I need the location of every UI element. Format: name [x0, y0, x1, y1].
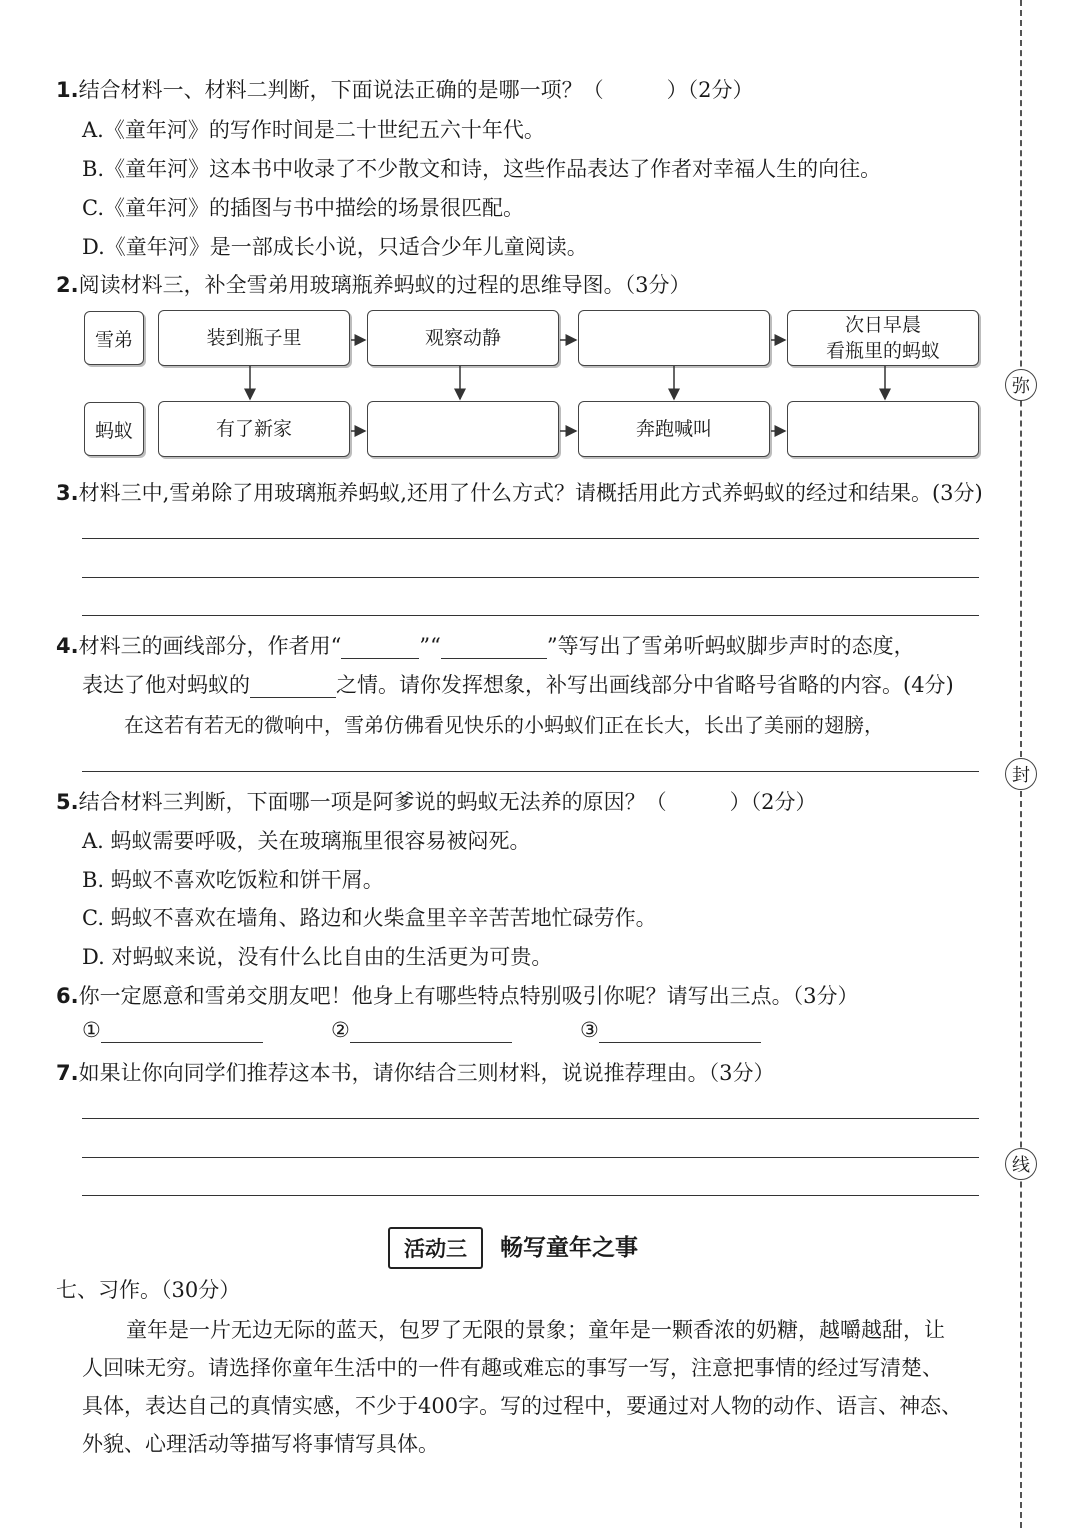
- q6-marker-1: ①: [82, 1018, 101, 1042]
- map-bottom-1: 有了新家: [158, 401, 350, 457]
- question-5: [56, 786, 816, 816]
- q4-text-part4: 表达了他对蚂蚁的: [82, 673, 250, 697]
- q3-answer-line-3[interactable]: [82, 615, 979, 616]
- question-7-text: 如果让你向同学们推荐这本书，请你结合三则材料，说说推荐理由。（3分）: [78, 1061, 775, 1085]
- q6-blank-2[interactable]: [350, 1018, 512, 1043]
- question-5-number: 5.: [56, 790, 79, 814]
- q5-option-b[interactable]: B. 蚂蚁不喜欢吃饭粒和饼干屑。: [82, 868, 384, 892]
- q5-option-c[interactable]: C. 蚂蚁不喜欢在墙角、路边和火柴盒里辛辛苦苦地忙碌劳作。: [82, 906, 657, 930]
- question-3-text: 材料三中,雪弟除了用玻璃瓶养蚂蚁,还用了什么方式？请概括用此方式养蚂蚁的经过和结果。(3分): [78, 481, 983, 505]
- question-6-number: 6.: [56, 984, 79, 1008]
- map-bottom-3: 奔跑喊叫: [578, 401, 770, 457]
- question-7-number: 7.: [56, 1061, 79, 1085]
- activity-title: 畅写童年之事: [500, 1235, 638, 1261]
- question-4: [56, 630, 915, 660]
- seal-xian: 线: [1005, 1148, 1037, 1180]
- q6-marker-2: ②: [331, 1018, 350, 1042]
- essay-heading: 七、习作。（30分）: [56, 1278, 241, 1302]
- q6-answer-1: [82, 1018, 263, 1043]
- q3-answer-line-1[interactable]: [82, 538, 979, 539]
- essay-line-1: 童年是一片无边无际的蓝天，包罗了无限的景象；童年是一颗香浓的奶糖，越嚼越甜，让: [126, 1318, 945, 1342]
- question-4-number: 4.: [56, 634, 79, 658]
- map-top-1: 装到瓶子里: [158, 310, 350, 366]
- q5-option-d[interactable]: D. 对蚂蚁来说，没有什么比自由的生活更为可贵。: [82, 945, 553, 969]
- essay-line-4: 外貌、心理活动等描写将事情写具体。: [82, 1432, 439, 1456]
- activity-label: 活动三: [388, 1227, 483, 1269]
- map-top-2: 观察动静: [367, 310, 559, 366]
- q4-blank-1[interactable]: [341, 634, 419, 659]
- q4-text-part5: 之情。请你发挥想象，补写出画线部分中省略号省略的内容。(4分): [336, 673, 954, 697]
- q1-option-a[interactable]: A.《童年河》的写作时间是二十世纪五六十年代。: [82, 118, 545, 142]
- q4-text-part2: ”“: [419, 634, 441, 658]
- q1-option-d[interactable]: D.《童年河》是一部成长小说，只适合少年儿童阅读。: [82, 235, 588, 259]
- question-1-text: 结合材料一、材料二判断，下面说法正确的是哪一项？（ ）（2分）: [78, 78, 754, 102]
- q4-blank-3[interactable]: [250, 673, 336, 698]
- question-6: [56, 980, 858, 1010]
- question-1-number: 1.: [56, 78, 79, 102]
- q7-answer-line-3[interactable]: [82, 1195, 979, 1196]
- q4-answer-line[interactable]: [82, 771, 979, 772]
- q1-option-b[interactable]: B.《童年河》这本书中收录了不少散文和诗，这些作品表达了作者对幸福人生的向往。: [82, 157, 882, 181]
- question-7: [56, 1057, 774, 1087]
- question-4-line-2: [82, 669, 954, 699]
- q4-text-part1: 材料三的画线部分，作者用“: [78, 634, 342, 658]
- seal-mi: 弥: [1005, 369, 1037, 401]
- question-2-text: 阅读材料三，补全雪弟用玻璃瓶养蚂蚁的过程的思维导图。（3分）: [78, 273, 691, 297]
- question-3: [56, 477, 983, 507]
- q6-marker-3: ③: [580, 1018, 599, 1042]
- question-5-text: 结合材料三判断，下面哪一项是阿爹说的蚂蚁无法养的原因？（ ）（2分）: [78, 790, 817, 814]
- q4-blank-2[interactable]: [441, 634, 547, 659]
- q7-answer-line-1[interactable]: [82, 1118, 979, 1119]
- question-2-number: 2.: [56, 273, 79, 297]
- q3-answer-line-2[interactable]: [82, 577, 979, 578]
- map-top-4: 次日早晨 看瓶里的蚂蚁: [787, 310, 979, 366]
- q6-answer-2: [331, 1018, 512, 1043]
- q7-answer-line-2[interactable]: [82, 1157, 979, 1158]
- q4-prompt: 在这若有若无的微响中，雪弟仿佛看见快乐的小蚂蚁们正在长大，长出了美丽的翅膀，: [124, 713, 884, 737]
- mind-map-arrows: [0, 0, 1000, 470]
- essay-line-3: 具体，表达自己的真情实感，不少于400字。写的过程中，要通过对人物的动作、语言、神态、: [82, 1394, 963, 1418]
- question-3-number: 3.: [56, 481, 79, 505]
- q4-text-part3: ”等写出了雪弟听蚂蚁脚步声时的态度，: [546, 634, 915, 658]
- q6-blank-1[interactable]: [101, 1018, 263, 1043]
- q6-blank-3[interactable]: [599, 1018, 761, 1043]
- q5-option-a[interactable]: A. 蚂蚁需要呼吸，关在玻璃瓶里很容易被闷死。: [82, 829, 531, 853]
- row-label-mayi: 蚂蚁: [84, 402, 144, 456]
- question-6-text: 你一定愿意和雪弟交朋友吧！他身上有哪些特点特别吸引你呢？请写出三点。（3分）: [78, 984, 859, 1008]
- q1-option-c[interactable]: C.《童年河》的插图与书中描绘的场景很匹配。: [82, 196, 524, 220]
- q6-answer-3: [580, 1018, 761, 1043]
- row-label-xuedi: 雪弟: [84, 311, 144, 365]
- seal-feng: 封: [1005, 758, 1037, 790]
- essay-line-2: 人回味无穷。请选择你童年生活中的一件有趣或难忘的事写一写，注意把事情的经过写清楚、: [82, 1356, 943, 1380]
